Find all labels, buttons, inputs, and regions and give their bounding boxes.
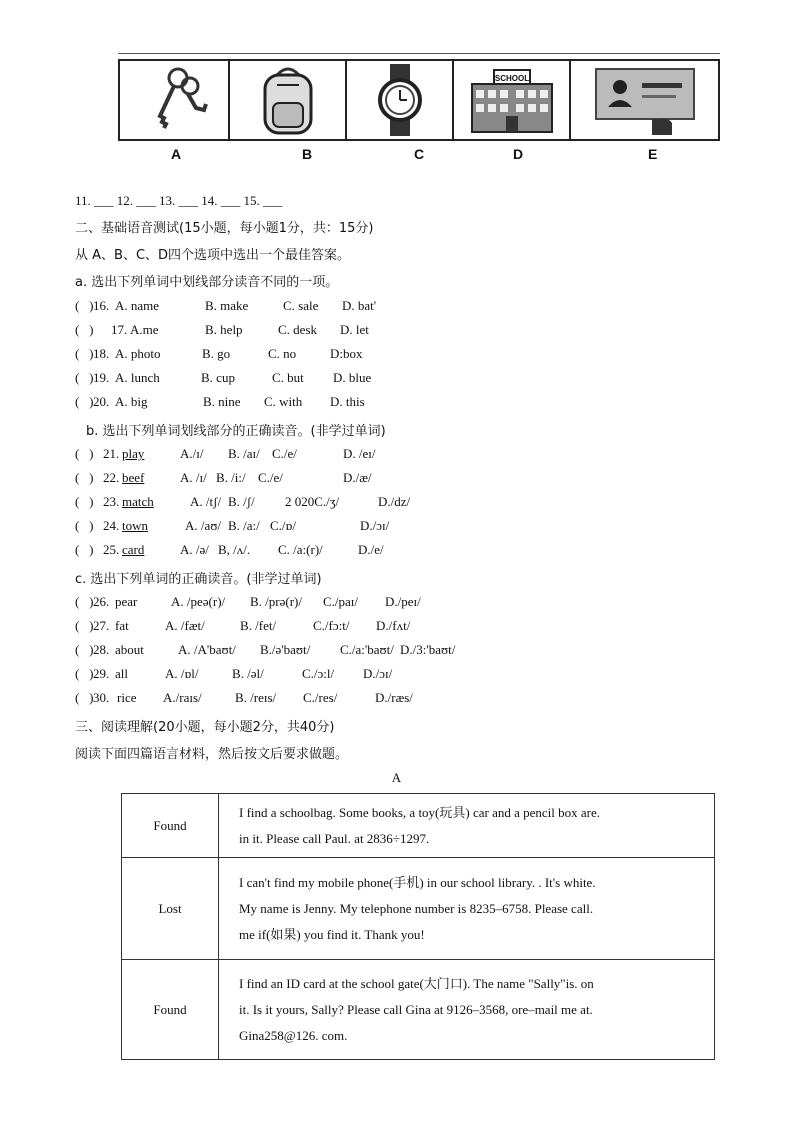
question-number: 20.: [93, 394, 110, 409]
school-sign: SCHOOL: [494, 74, 529, 83]
question-word: all: [115, 666, 128, 681]
question-word: match: [122, 494, 154, 509]
picture-e: [571, 61, 718, 139]
question-number: 29.: [93, 666, 110, 681]
answer-paren[interactable]: ( ): [75, 346, 94, 361]
answer-paren[interactable]: ( ): [75, 370, 94, 385]
question-number: 23.: [103, 494, 120, 509]
question-number: 17.: [111, 322, 128, 337]
option-a: A. big: [115, 394, 148, 409]
option-a: A. /ə/: [180, 542, 209, 557]
question-number: 19.: [93, 370, 110, 385]
question-word: beef: [122, 470, 145, 485]
option-d: D./ɔɪ/: [360, 518, 390, 533]
question-word: card: [122, 542, 145, 557]
notice-line: I can't find my mobile phone(手机) in our school library. . It's white.: [239, 874, 596, 890]
question-word: rice: [117, 690, 137, 705]
keys-icon: [134, 64, 214, 136]
answer-paren[interactable]: ( ): [75, 394, 94, 409]
option-a: A. /ɒl/: [165, 666, 199, 681]
picture-c: [347, 61, 454, 139]
notice-line: it. Is it yours, Sally? Please call Gina at 9126–3568, ore–mail me at.: [239, 1001, 593, 1017]
option-b: B. /prə(r)/: [250, 594, 302, 609]
answer-blanks: 11. ___ 12. ___ 13. ___ 14. ___ 15. ___: [75, 193, 283, 208]
option-b: B. make: [205, 298, 249, 313]
option-c: 2 020C./ʒ/: [285, 494, 340, 509]
option-c: C./ɔ:l/: [302, 666, 335, 681]
option-a: A. lunch: [115, 370, 160, 385]
option-a: A. /peə(r)/: [171, 594, 226, 609]
picture-row: [118, 59, 720, 141]
answer-paren[interactable]: ( ): [75, 470, 94, 485]
question-number: 25.: [103, 542, 120, 557]
question-number: 18.: [93, 346, 110, 361]
question-number: 28.: [93, 642, 110, 657]
answer-paren[interactable]: ( ): [75, 494, 94, 509]
option-c: C. sale: [283, 298, 319, 313]
picture-label-c: C: [414, 146, 425, 162]
option-a: A. /tʃ/: [190, 494, 222, 509]
answer-paren[interactable]: ( ): [75, 594, 94, 609]
school-building-icon: [464, 64, 560, 136]
option-c: C. desk: [278, 322, 317, 337]
option-b: B, /ʌ/.: [218, 542, 251, 557]
option-c: C./e/: [272, 446, 297, 461]
question-word: about: [115, 642, 144, 657]
notice-label: Lost: [122, 858, 219, 960]
option-d: D. this: [330, 394, 365, 409]
question-word: town: [122, 518, 148, 533]
option-d: D./æ/: [343, 470, 372, 485]
section3-instruction: 阅读下面四篇语言材料，然后按文后要求做题。: [75, 747, 349, 762]
id-card-icon: [590, 63, 700, 137]
option-c: C. with: [264, 394, 303, 409]
option-b: B. /a:/: [228, 518, 260, 533]
section2-title: 二、基础语音测试(15小题，每小题1分，共：15分): [75, 221, 374, 236]
notice-row: [122, 960, 715, 1060]
question-number: 22.: [103, 470, 120, 485]
notice-text: [219, 960, 715, 1060]
option-b: B. help: [205, 322, 243, 337]
answer-paren[interactable]: ( ): [75, 542, 94, 557]
option-b: B. /i:/: [216, 470, 246, 485]
option-a: A. photo: [115, 346, 161, 361]
picture-label-b: B: [302, 146, 313, 162]
notice-line: in it. Please call Paul. at 2836÷1297.: [239, 830, 430, 846]
option-b: B. cup: [201, 370, 235, 385]
option-d: D./ræs/: [375, 690, 413, 705]
watch-icon: [370, 62, 430, 138]
notice-table: [121, 793, 715, 1060]
option-c: C. no: [268, 346, 297, 361]
backpack-icon: [253, 63, 323, 137]
option-d: D. let: [340, 322, 369, 337]
part-a-title: a. 选出下列单词中划线部分读音不同的一项。: [75, 275, 339, 290]
option-a: A./raɪs/: [163, 690, 202, 705]
notice-row: [122, 858, 715, 960]
option-d: D./ɔɪ/: [363, 666, 393, 681]
option-d: D. bat': [342, 298, 377, 313]
picture-b: [230, 61, 347, 139]
option-c: C./paɪ/: [323, 594, 359, 609]
answer-paren[interactable]: ( ): [75, 322, 94, 337]
notice-text: [219, 794, 715, 858]
notice-line: My name is Jenny. My telephone number is 8235–6758. Please call.: [239, 900, 594, 916]
option-c: C./fɔ:t/: [313, 618, 350, 633]
section3-title: 三、阅读理解(20小题，每小题2分，共40分): [75, 720, 335, 735]
question-number: 27.: [93, 618, 110, 633]
header-rule: [118, 53, 720, 54]
option-a: A.me: [130, 322, 159, 337]
option-b: B. /reɪs/: [235, 690, 277, 705]
option-b: B. nine: [203, 394, 241, 409]
option-c: C./res/: [303, 690, 338, 705]
picture-label-e: E: [648, 146, 658, 162]
question-number: 21.: [103, 446, 120, 461]
option-d: D:box: [330, 346, 363, 361]
picture-a: [120, 61, 230, 139]
picture-labels: [118, 146, 720, 166]
option-d: D. blue: [333, 370, 372, 385]
option-c: C. but: [272, 370, 304, 385]
answer-paren[interactable]: ( ): [75, 618, 94, 633]
picture-d: [454, 61, 571, 139]
section2-instruction: 从 A、B、C、D四个选项中选出一个最佳答案。: [75, 248, 351, 263]
answer-paren[interactable]: ( ): [75, 690, 94, 705]
option-a: A. /A'baʊt/: [178, 642, 236, 657]
picture-label-d: D: [513, 146, 524, 162]
notice-row: [122, 794, 715, 858]
notice-line: me if(如果) you find it. Thank you!: [239, 926, 425, 942]
answer-paren[interactable]: ( ): [75, 446, 94, 461]
answer-paren[interactable]: ( ): [75, 518, 94, 533]
option-b: B. /ʃ/: [228, 494, 255, 509]
option-d: D./dz/: [378, 494, 411, 509]
answer-paren[interactable]: ( ): [75, 666, 94, 681]
answer-paren[interactable]: ( ): [75, 298, 94, 313]
option-b: B. /aɪ/: [228, 446, 260, 461]
question-word: play: [122, 446, 145, 461]
option-a: A. /fæt/: [165, 618, 205, 633]
option-a: A. /aʊ/: [185, 518, 222, 533]
option-d: D./peɪ/: [385, 594, 421, 609]
question-number: 24.: [103, 518, 120, 533]
question-word: pear: [115, 594, 138, 609]
option-c: C. /a:(r)/: [278, 542, 323, 557]
option-b: B. /əl/: [232, 666, 264, 681]
answer-paren[interactable]: ( ): [75, 642, 94, 657]
option-d: D./e/: [358, 542, 384, 557]
option-b: B. go: [202, 346, 231, 361]
option-b: B. /fet/: [240, 618, 277, 633]
option-c: C./e/: [258, 470, 283, 485]
option-a: A. name: [115, 298, 160, 313]
notice-line: I find an ID card at the school gate(大门口). The name "Sally"is. on: [239, 975, 594, 991]
option-b: B./ə'baʊt/: [260, 642, 311, 657]
notice-label: Found: [122, 794, 219, 858]
notice-text: [219, 858, 715, 960]
question-number: 30.: [93, 690, 110, 705]
option-a: A./ɪ/: [180, 446, 204, 461]
notice-line: Gina258@126. com.: [239, 1027, 348, 1043]
question-number: 26.: [93, 594, 110, 609]
question-number: 16.: [93, 298, 110, 313]
notice-line: I find a schoolbag. Some books, a toy(玩具) car and a pencil box are.: [239, 804, 601, 820]
question-word: fat: [115, 618, 129, 633]
option-d: D./3:'baʊt/: [400, 642, 456, 657]
picture-label-a: A: [171, 146, 182, 162]
option-c: C./ɒ/: [270, 518, 296, 533]
option-c: C./a:'baʊt/: [340, 642, 394, 657]
option-d: D./fʌt/: [376, 618, 411, 633]
passage-label: A: [391, 770, 402, 785]
option-a: A. /ɪ/: [180, 470, 207, 485]
notice-label: Found: [122, 960, 219, 1060]
option-d: D. /eɪ/: [343, 446, 376, 461]
part-b-title: b. 选出下列单词划线部分的正确读音。(非学过单词): [86, 424, 386, 439]
part-c-title: c. 选出下列单词的正确读音。(非学过单词): [75, 572, 322, 587]
